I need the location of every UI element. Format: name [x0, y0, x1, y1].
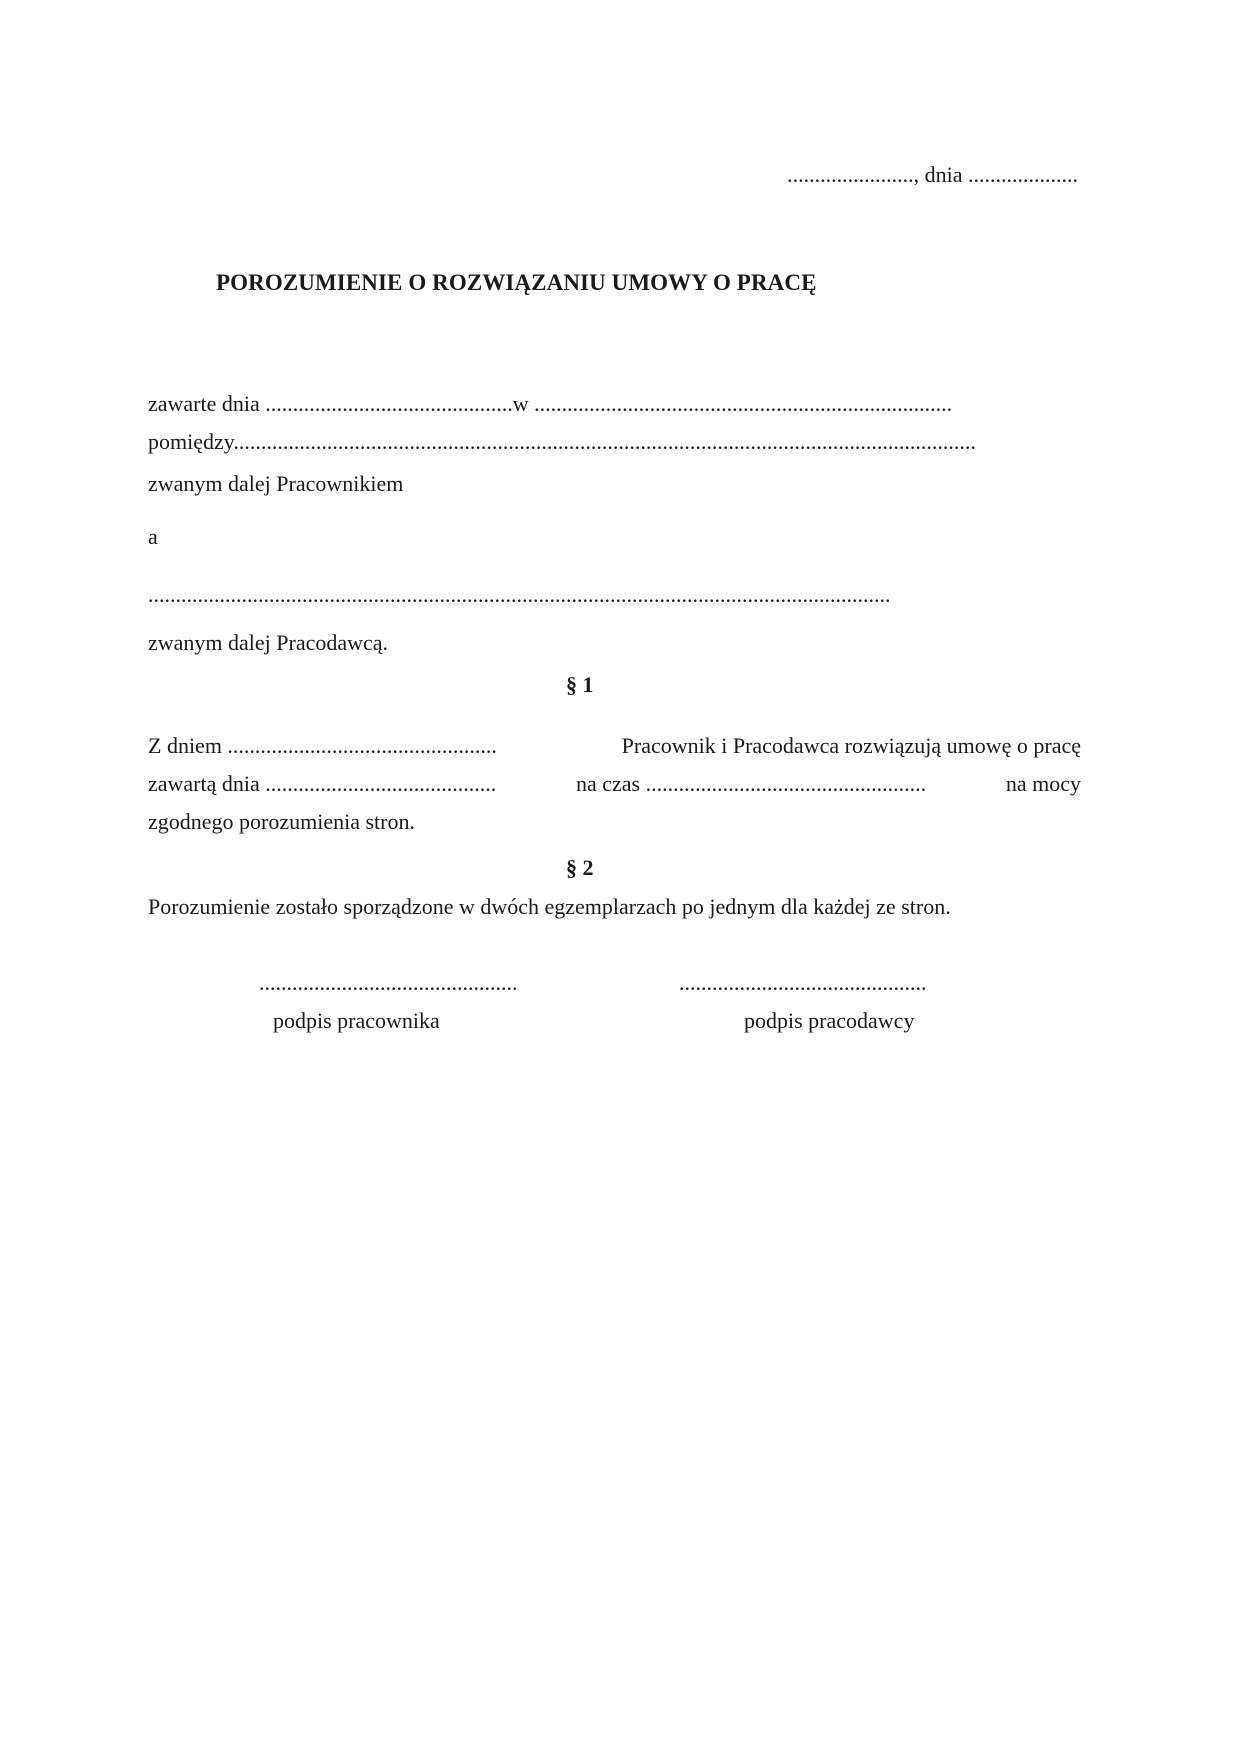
- section-2-heading: § 2: [566, 855, 594, 880]
- section-1-line-3: zgodnego porozumienia stron.: [148, 809, 415, 834]
- place-date-line: ......................., dnia ....................: [787, 162, 1078, 187]
- contract-term-field: na czas ...................................................: [575, 771, 927, 796]
- employer-signature-label: podpis pracodawcy: [744, 1008, 915, 1033]
- employee-signature-line: ...............................................: [259, 970, 518, 995]
- between-line: pomiędzy.......................................................................................................................................: [148, 429, 976, 454]
- section-2-text: Porozumienie zostało sporządzone w dwóch egzemplarzach po jednym dla każdej ze stron.: [148, 894, 951, 919]
- employer-label: zwanym dalej Pracodawcą.: [148, 630, 389, 655]
- contract-date-field: zawartą dnia ..........................................: [148, 771, 497, 796]
- termination-date-field: Z dniem .................................................: [148, 733, 497, 758]
- employee-signature-label: podpis pracownika: [273, 1008, 440, 1033]
- document-title: POROZUMIENIE O ROZWIĄZANIU UMOWY O PRACĘ: [216, 270, 817, 295]
- conjunction-a: a: [148, 524, 158, 549]
- employer-signature-line: .............................................: [679, 970, 927, 995]
- employee-label: zwanym dalej Pracownikiem: [148, 471, 404, 496]
- contract-date-place-line: zawarte dnia .............................................w ............................................................................: [148, 391, 953, 416]
- section-1-heading: § 1: [566, 672, 594, 697]
- section-1-line-1: [148, 735, 1081, 757]
- section-1-line-2: [148, 773, 1081, 795]
- by-virtue-text: na mocy: [1005, 771, 1081, 796]
- employer-name-line: .......................................................................................................................................: [148, 582, 891, 607]
- termination-statement: Pracownik i Pracodawca rozwiązują umowę o pracę: [621, 733, 1081, 758]
